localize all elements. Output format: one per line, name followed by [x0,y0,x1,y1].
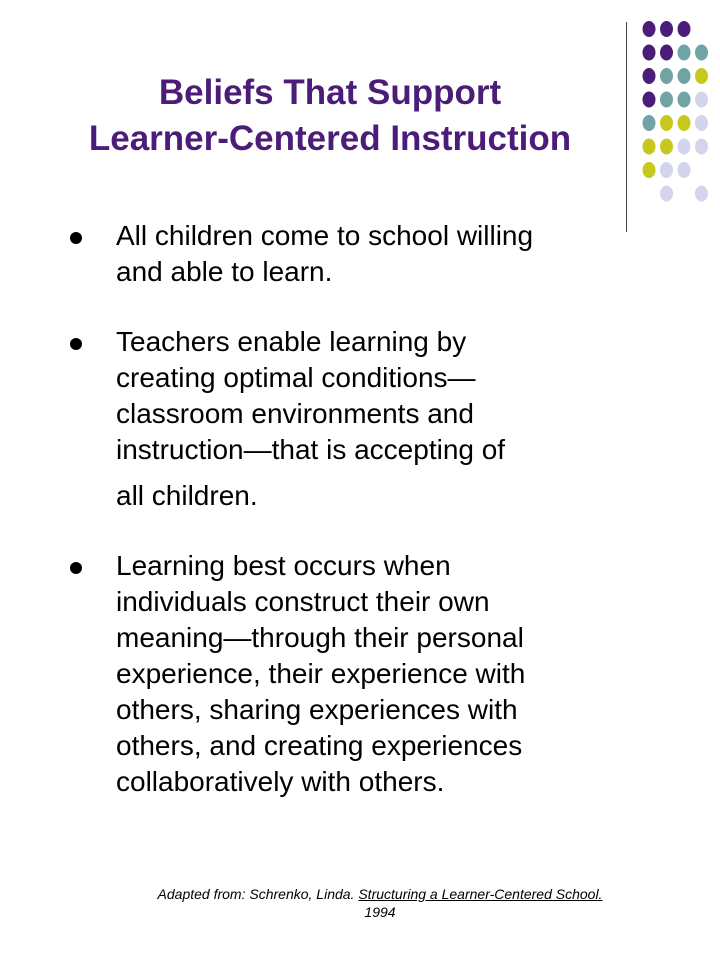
bullet-line: classroom environments and [116,398,474,429]
decorative-vertical-line [626,22,627,232]
decorative-dot-lavender [660,162,673,178]
decorative-dot-yellow [678,115,691,131]
decorative-dot-purple [643,68,656,84]
bullet-line: collaboratively with others. [116,766,445,797]
bullet-line: Learning best occurs when [116,550,451,581]
bullet-item [70,218,710,290]
decorative-dot-teal [678,92,691,108]
decorative-dot-lavender [695,92,708,108]
decorative-dot-purple [643,45,656,61]
decorative-dot-purple [660,45,673,61]
decorative-dot-teal [660,92,673,108]
bullet-line: individuals construct their own [116,586,490,617]
decorative-dot-teal [643,115,656,131]
decorative-dot-purple [678,21,691,37]
decorative-dot-yellow [643,139,656,155]
decorative-dot-lavender [695,186,708,202]
citation-book-title: Structuring a Learner-Centered School. [358,886,603,902]
decorative-dot-yellow [660,139,673,155]
decorative-dot-yellow [695,68,708,84]
bullet-line: and able to learn. [116,256,333,287]
citation-year: 1994 [364,904,396,920]
decorative-dot-yellow [643,162,656,178]
decorative-dot-lavender [660,186,673,202]
bullet-line: others, sharing experiences with [116,694,518,725]
decorative-dot-purple [643,92,656,108]
bullet-line: others, and creating experiences [116,730,523,761]
decorative-dot-purple [643,21,656,37]
bullet-line: meaning—through their personal [116,622,524,653]
slide-title-line-1: Beliefs That Support [158,73,502,112]
bullet-dot-icon [70,232,82,244]
citation [40,885,720,921]
citation-prefix: Adapted from: Schrenko, Linda. [157,886,359,902]
decorative-dot-teal [678,68,691,84]
bullet-item [70,548,710,800]
decorative-dot-teal [678,45,691,61]
slide-title [40,70,620,162]
bullet-line: Teachers enable learning by [116,326,467,357]
slide-title-line-2: Learner-Centered Instruction [88,119,572,158]
bullet-line: All children come to school willing [116,220,534,251]
bullet-item [70,324,710,514]
decorative-dot-lavender [695,115,708,131]
bullet-line: all children. [116,480,258,511]
bullet-dot-icon [70,562,82,574]
decorative-dot-purple [660,21,673,37]
bullet-line: experience, their experience with [116,658,526,689]
decorative-dot-lavender [678,139,691,155]
decorative-dot-yellow [660,115,673,131]
bullet-dot-icon [70,338,82,350]
decorative-dot-teal [695,45,708,61]
decorative-dot-teal [660,68,673,84]
bullet-line: instruction—that is accepting of [116,434,506,465]
decorative-dot-lavender [695,139,708,155]
decorative-dot-lavender [678,162,691,178]
bullet-line: creating optimal conditions— [116,362,476,393]
bullet-list [70,218,710,834]
